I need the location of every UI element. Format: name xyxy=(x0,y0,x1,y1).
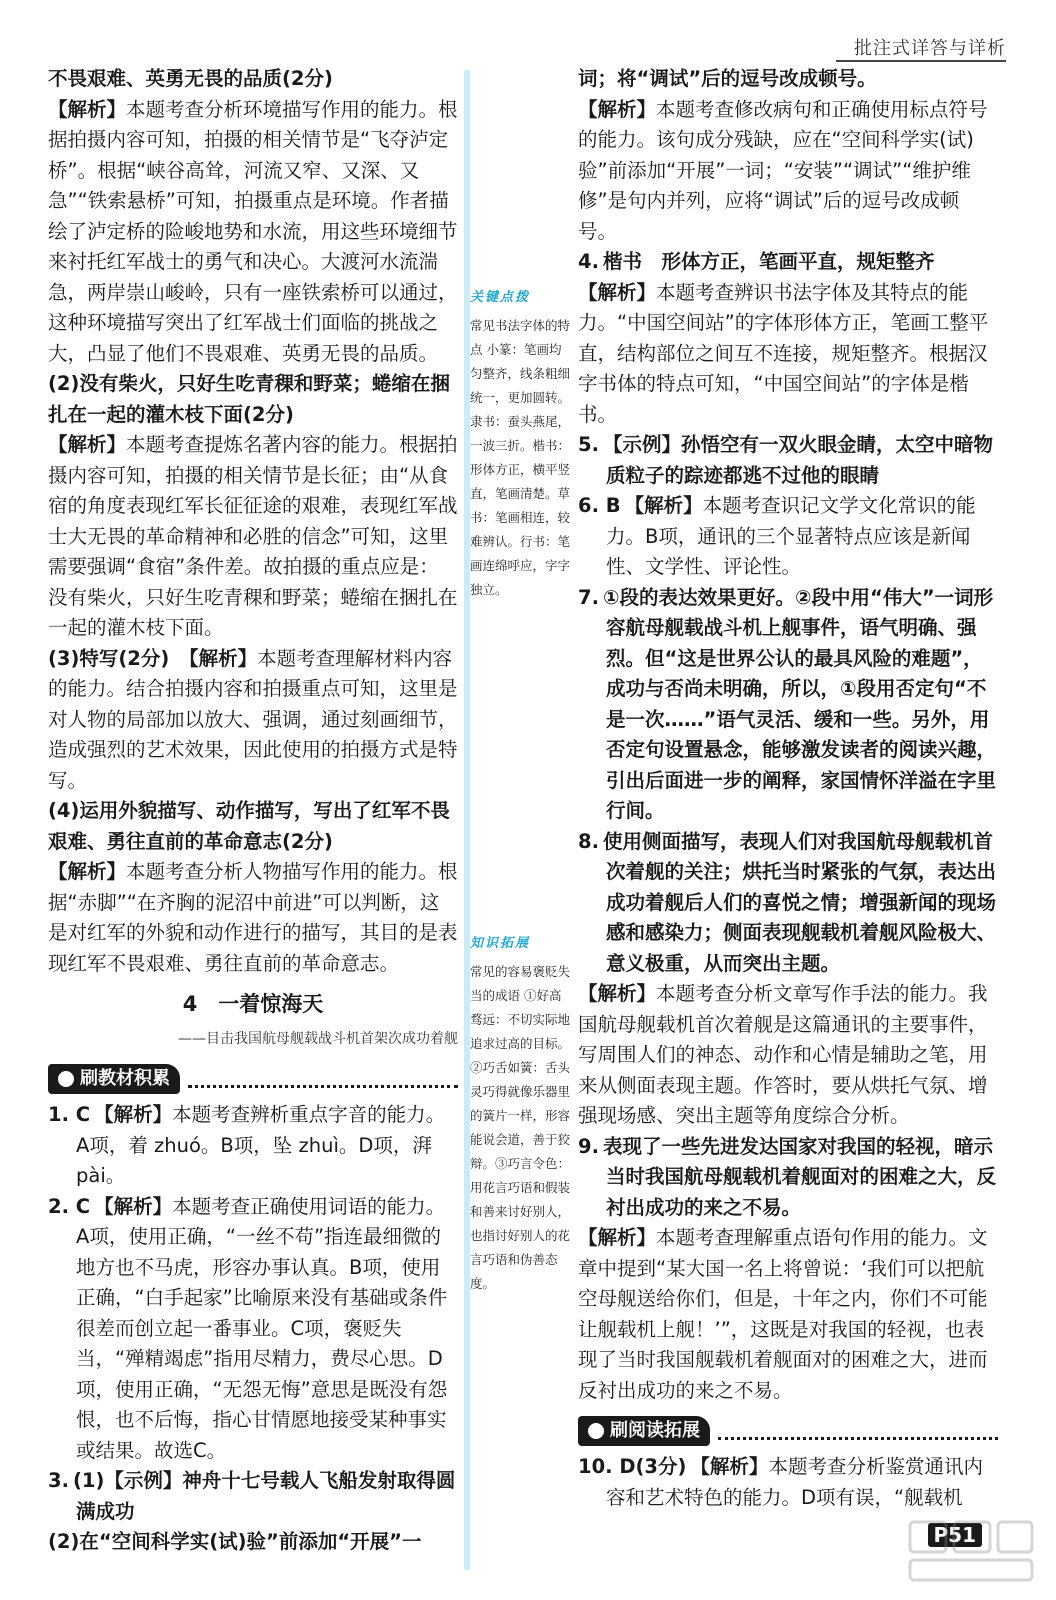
analysis-paragraph xyxy=(48,430,458,644)
answer-text: (1)【示例】神舟十七号载人飞船发射取得圆满成功 xyxy=(72,1469,456,1523)
analysis-text: 本题考查分析环境描写作用的能力。根据拍摄内容可知，拍摄的相关情节是“飞夺泸定桥”。根据“峡谷高耸，河流又窄、又深、又急”“铁索悬桥”可知，拍摄重点是环境。作者描绘了泸定桥的险峻地势和水流，用这些环境细节来衬托红军战士的勇气和决心。大渡河水流湍急，两岸崇山峻岭，只有一座铁索桥可以通过，这种环境描写突出了红军战士们面临的挑战之大，凸显了他们不畏艰难、英勇无畏的品质。 xyxy=(48,97,458,365)
answer-text: 表现了一些先进发达国家对我国的轻视，暗示当时我国航母舰载机着舰面对的困难之大，反衬出成功的来之不易。 xyxy=(602,1134,997,1219)
analysis-text: 本题考查理解材料内容的能力。结合拍摄内容和拍摄重点可知，这里是对人物的局部加以放大、强调，通过刻画细节，造成强烈的艺术效果，因此使用的拍摄方式是特写。 xyxy=(48,646,458,792)
analysis-text: 本题考查分析文章写作手法的能力。我国航母舰载机首次着舰是这篇通讯的主要事件，写周围人们的神态、动作和心情是辅助之笔，用来从侧面表现主题。作答时，要从烘托气氛、增强现场感、突出主题等角度综合分析。 xyxy=(578,982,988,1127)
page-number: P51 xyxy=(928,1523,983,1547)
analysis-paragraph xyxy=(578,979,998,1132)
banner-badge xyxy=(48,1064,180,1094)
analysis-tag: 【解析】 xyxy=(48,860,127,883)
watermark-logo-icon xyxy=(906,1516,1036,1586)
analysis-tag: 【解析】 xyxy=(188,646,258,670)
banner-dots xyxy=(188,1071,458,1088)
analysis-tag: 【解析】 xyxy=(48,433,127,456)
analysis-tag: 【解析】 xyxy=(624,494,703,517)
analysis-paragraph xyxy=(48,95,458,370)
answer-line: (2)没有柴火，只好生吃青稞和野菜；蜷缩在捆扎在一起的灌木枝下面(2分) xyxy=(48,372,450,426)
analysis-tag: 【解析】 xyxy=(578,97,657,121)
analysis-paragraph xyxy=(578,1223,998,1406)
analysis-text: 本题考查识记文学文化常识的能力。B项，通讯的三个显著特点应该是新闻性、文学性、评论性。 xyxy=(606,494,976,578)
analysis-tag: 【解析】 xyxy=(94,1194,173,1218)
item-number: 8. xyxy=(578,829,599,853)
answer-text: (2)在“空间科学实(试)验”前添加“开展”一 xyxy=(48,1530,422,1553)
analysis-text: 本题考查分析鉴赏通讯内容和艺术特色的能力。D项有误，“舰载机 xyxy=(606,1455,983,1509)
note-text: 常见的容易褒贬失当的成语 ①好高骛远：不切实际地追求过高的目标。②巧舌如簧：舌头灵巧得就像乐器里的簧片一样，形容能说会道，善于狡辩。③巧言令色：用花言巧语和假装和善来讨好别人，也指讨好别人的花言巧语和伪善态度。 xyxy=(470,964,571,1291)
answer-item xyxy=(578,583,998,827)
analysis-paragraph xyxy=(48,857,458,979)
answer-line: (3)特写(2分) xyxy=(48,646,170,670)
analysis-paragraph xyxy=(578,95,998,248)
answer-line: 不畏艰难、英勇无畏的品质(2分) xyxy=(48,67,333,90)
note-title: 知识拓展 xyxy=(470,936,531,951)
banner-badge xyxy=(578,1416,710,1446)
analysis-paragraph xyxy=(48,644,458,797)
note-text: 常见书法字体的特点 小篆：笔画均匀整齐，线条粗细统一，更加圆转。隶书：蚕头燕尾，一波三折。楷书：形体方正，横平竖直，笔画清楚。草书：笔画相连，较难辨认。行书：笔画连绵呼应，字字独立。 xyxy=(470,318,571,597)
analysis-text: 本题考查辨识书法字体及其特点的能力。“中国空间站”的字体形体方正，笔画工整平直，结构部位之间互不连接，规矩整齐。根据汉字书体的特点可知，“中国空间站”的字体是楷书。 xyxy=(578,280,989,426)
item-number: 7. xyxy=(578,585,599,609)
analysis-tag: 【解析】 xyxy=(690,1455,769,1478)
banner-textbook xyxy=(48,1064,458,1094)
analysis-text: 本题考查分析人物描写作用的能力。根据“赤脚”“在齐胸的泥沼中前进”可以判断，这是对红军的外貌和动作进行的描写，其目的是表现红军不畏艰难、勇往直前的革命意志。 xyxy=(48,860,458,975)
analysis-text: 本题考查辨析重点字音的能力。A项，着 zhuó。B项，坠 zhuì。D项，湃 pài。 xyxy=(76,1103,446,1187)
answer-item xyxy=(578,1452,998,1513)
banner-label: 刷阅读拓展 xyxy=(610,1420,700,1441)
answer-item xyxy=(48,1100,458,1192)
analysis-tag: 【解析】 xyxy=(48,97,127,121)
margin-notes xyxy=(464,270,572,1520)
analysis-tag: 【解析】 xyxy=(578,982,657,1005)
item-number: 10. D(3分) xyxy=(578,1455,687,1478)
analysis-text: 本题考查正确使用词语的能力。A项，使用正确，“一丝不苟”指连最细微的地方也不马虎，形容办事认真。B项，使用正确，“白手起家”比喻原来没有基础或条件很差而创立起一番事业。C项，褒贬失当，“殚精竭虑”指用尽精力，费尽心思。D项，使用正确，“无怨无悔”意思是既没有怨恨，也不后悔，指心甘情愿地接受某种事实或结果。故选C。 xyxy=(76,1194,448,1462)
answer-item xyxy=(48,1192,458,1467)
brush-icon xyxy=(588,1423,604,1439)
analysis-text: 本题考查提炼名著内容的能力。根据拍摄内容可知，拍摄的相关情节是长征；由“从食宿的角度表现红军长征征途的艰难，表现红军战士大无畏的革命精神和必胜的信念”可知，这里需要强调“食宿”条件差。故拍摄的重点应是：没有柴火，只好生吃青稞和野菜；蜷缩在捆扎在一起的灌木枝下面。 xyxy=(48,433,458,639)
answer-item xyxy=(578,430,998,491)
header-label: 批注式详答与详析 xyxy=(854,38,1006,59)
banner-dots xyxy=(718,1423,998,1440)
item-number: 3. xyxy=(48,1469,69,1492)
brush-icon xyxy=(58,1071,74,1087)
analysis-text: 本题考查理解重点语句作用的能力。文章中提到“某大国一名上将曾说：‘我们可以把航空母舰送给你们，但是，十年之内，你们不可能让舰载机上舰！’”，这既是对我国的轻视，也表现了当时我国舰载机着舰面对的困难之大，进而反衬出成功的来之不易。 xyxy=(578,1226,988,1402)
item-number: 5. xyxy=(578,433,599,456)
answer-item xyxy=(578,491,998,583)
answer-text: 词；将“调试”后的逗号改成顿号。 xyxy=(578,67,877,90)
note-title: 关键点拨 xyxy=(470,290,531,305)
header-rule xyxy=(836,60,1006,62)
right-column xyxy=(578,64,998,1513)
analysis-text: 本题考查修改病句和正确使用标点符号的能力。该句成分残缺，应在“空间科学实(试)验”前添加“开展”一词；“安装”“调试”“维护维修”是句内并列，应将“调试”后的逗号改成顿号。 xyxy=(578,97,988,243)
section-subtitle: ——目击我国航母舰载战斗机首架次成功着舰 xyxy=(178,1030,458,1047)
answer-text: 使用侧面描写，表现人们对我国航母舰载机首次着舰的关注；烘托当时紧张的气氛，表达出成功着舰后人们的喜悦之情；增强新闻的现场感和感染力；侧面表现舰载机着舰风险极大、意义极重，从而突出主题。 xyxy=(602,829,997,975)
answer-item xyxy=(578,1132,998,1224)
answer-line: (4)运用外貌描写、动作描写，写出了红军不畏艰难、勇往直前的革命意志(2分) xyxy=(48,799,450,853)
answer-text: ①段的表达效果更好。②段中用“伟大”一词形容航母舰载战斗机上舰事件，语气明确、强烈。但“这是世界公认的最具风险的难题”，成功与否尚未明确，所以，①段用否定句“不是一次……”语气灵活、缓和一些。另外，用否定句设置悬念，能够激发读者的阅读兴趣，引出后面进一步的阐释，家国情怀洋溢在字里行间。 xyxy=(602,585,997,822)
left-column xyxy=(48,64,458,1558)
section-title: 4 一着惊海天 xyxy=(182,992,324,1016)
analysis-tag: 【解析】 xyxy=(578,280,657,304)
note-knowledge-expansion xyxy=(470,932,572,1296)
analysis-paragraph xyxy=(578,278,998,431)
banner-label: 刷教材积累 xyxy=(80,1068,170,1089)
item-number: 1. C xyxy=(48,1103,91,1126)
item-number: 9. xyxy=(578,1134,599,1158)
answer-item xyxy=(48,1466,458,1527)
banner-reading xyxy=(578,1416,998,1446)
note-key-points xyxy=(470,286,572,602)
answer-text: 【示例】孙悟空有一双火眼金睛，太空中暗物质粒子的踪迹都逃不过他的眼睛 xyxy=(602,433,993,487)
item-number: 2. C xyxy=(48,1194,91,1218)
item-number: 4. xyxy=(578,250,599,273)
answer-item xyxy=(578,247,998,278)
analysis-tag: 【解析】 xyxy=(578,1226,657,1249)
answer-text: 楷书 形体方正，笔画平直，规矩整齐 xyxy=(602,250,935,273)
answer-item xyxy=(578,827,998,980)
item-number: 6. B xyxy=(578,494,621,517)
analysis-tag: 【解析】 xyxy=(94,1103,173,1126)
